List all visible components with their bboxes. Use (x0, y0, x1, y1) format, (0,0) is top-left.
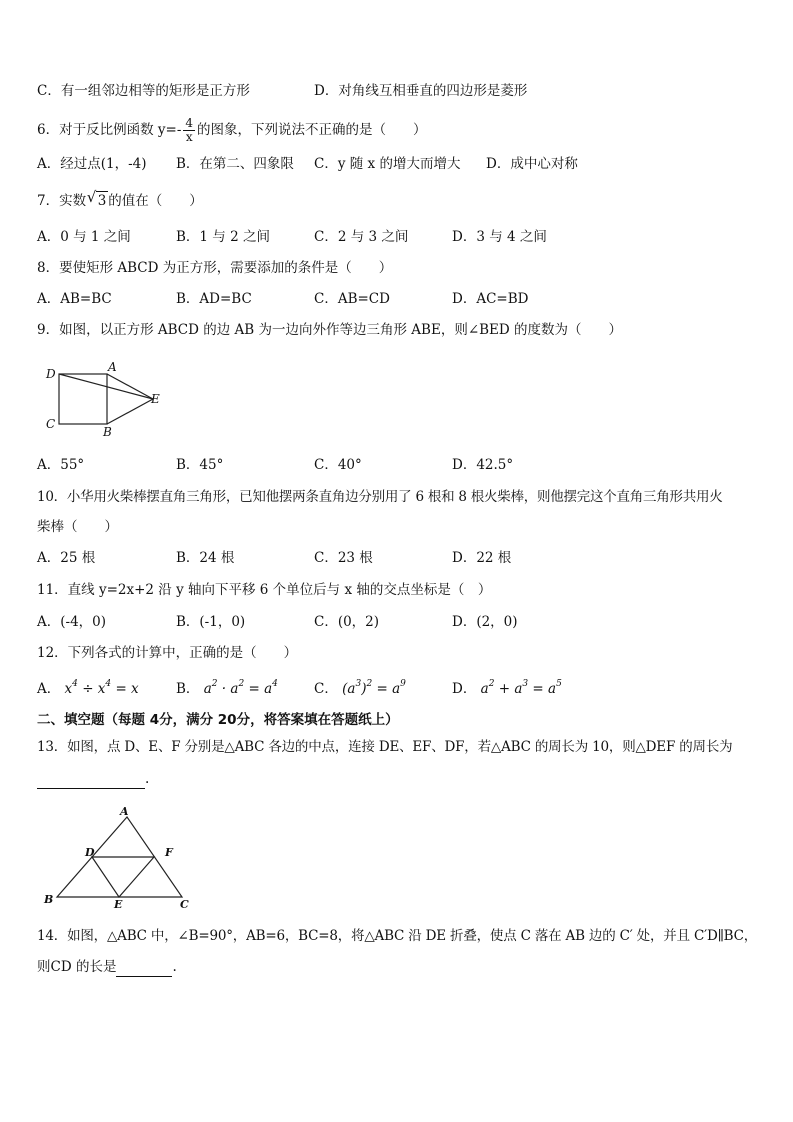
q6-stem-suffix: 的图象，下列说法不正确的是（ ） (197, 122, 427, 138)
q10-option-b: B．24 根 (176, 550, 235, 566)
q9-square (59, 374, 107, 424)
q12-option-c-label: C． (314, 681, 338, 697)
q13-answer-line (37, 770, 149, 789)
q5-option-d: D．对角线互相垂直的四边形是菱形 (314, 83, 528, 99)
q14-answer-blank[interactable] (116, 958, 172, 977)
q10-stem-line2: 柴棒（ ） (37, 519, 118, 535)
q9-side-be (107, 399, 153, 424)
q6-stem (37, 117, 427, 144)
q10-stem-line1: 10．小华用火柴棒摆直角三角形，已知他摆两条直角边分别用了 6 根和 8 根火柴棒，则他摆完这个直角三角形共用火 (37, 489, 723, 505)
q6-frac-den: x (185, 130, 193, 144)
q12-option-a-expr: $x^4 \div x^4 = x$ (64, 679, 139, 697)
q5-option-c: C．有一组邻边相等的矩形是正方形 (37, 83, 250, 99)
q7-option-d: D．3 与 4 之间 (452, 229, 547, 245)
q7-stem-prefix: 7．实数 (37, 193, 87, 209)
q11-option-a: A．(-4，0) (37, 614, 107, 630)
q13-label-b: B (44, 893, 54, 906)
q11-option-c: C．(0，2) (314, 614, 380, 630)
q12-option-b-label: B． (176, 681, 200, 697)
q13-answer-blank[interactable] (37, 770, 145, 789)
q9-label-e: E (151, 392, 160, 406)
q12-option-c (314, 680, 406, 698)
q6-option-d: D．成中心对称 (486, 156, 578, 172)
q13-label-e: E (114, 898, 123, 910)
q9-segment-de (59, 374, 153, 399)
q7-stem (37, 191, 203, 210)
q14-line2 (37, 958, 177, 977)
q7-sqrt: √ 3 (96, 191, 109, 210)
q12-option-a (37, 680, 139, 698)
q9-label-a: A (108, 360, 117, 374)
q10-option-c: C．23 根 (314, 550, 373, 566)
q7-option-c: C．2 与 3 之间 (314, 229, 409, 245)
q12-option-d-expr: $a^2 + a^3 = a^5$ (480, 679, 562, 697)
q9-label-b: B (103, 425, 112, 439)
q6-frac-num: 4 (185, 116, 194, 130)
q6-option-b: B．在第二、四象限 (176, 156, 294, 172)
q13-label-f: F (165, 846, 173, 859)
q14-line1: 14．如图，△ABC 中，∠B=90°，AB=6，BC=8，将△ABC 沿 DE 折叠，使点 C 落在 AB 边的 C′ 处，并且 C′D∥BC， (37, 928, 758, 944)
q13-label-d: D (85, 846, 95, 859)
q6-fraction (183, 117, 195, 144)
q13-label-c: C (180, 898, 189, 910)
q12-option-a-label: A． (37, 681, 61, 697)
q14-line2-suffix: . (172, 959, 177, 975)
q12-stem: 12．下列各式的计算中，正确的是（ ） (37, 645, 298, 661)
q12-option-d (452, 680, 562, 698)
q6-option-a: A．经过点(1，-4) (37, 156, 147, 172)
q11-stem: 11．直线 y=2x+2 沿 y 轴向下平移 6 个单位后与 x 轴的交点坐标是（ ） (37, 582, 492, 598)
q7-option-a: A．0 与 1 之间 (37, 229, 131, 245)
q9-figure (40, 358, 180, 440)
q6-option-c: C．y 随 x 的增大而增大 (314, 156, 461, 172)
q13-triangle-def (92, 857, 154, 897)
q6-stem-prefix: 6．对于反比例函数 y=- (37, 122, 182, 138)
q10-option-d: D．22 根 (452, 550, 512, 566)
q8-option-a: A．AB=BC (37, 291, 112, 307)
q8-option-d: D．AC=BD (452, 291, 529, 307)
q9-option-d: D．42.5° (452, 457, 514, 473)
q9-side-ae (107, 374, 153, 399)
q13-stem: 13．如图，点 D、E、F 分别是△ABC 各边的中点，连接 DE、EF、DF，若△ABC 的周长为 10，则△DEF 的周长为 (37, 739, 733, 755)
q9-option-c: C．40° (314, 457, 362, 473)
q7-stem-suffix: 的值在（ ） (108, 193, 203, 209)
q8-option-b: B．AD=BC (176, 291, 252, 307)
q12-option-d-label: D． (452, 681, 477, 697)
q9-option-b: B．45° (176, 457, 224, 473)
q13-tail: . (145, 771, 150, 787)
q13-label-a: A (120, 805, 129, 818)
q12-option-b-expr: $a^2 \cdot a^2 = a^4$ (203, 679, 278, 697)
q9-option-a: A．55° (37, 457, 85, 473)
section-title-fill-in: 二、填空题（每题 4分，满分 20分，将答案填在答题纸上） (37, 712, 399, 728)
q9-stem: 9．如图，以正方形 ABCD 的边 AB 为一边向外作等边三角形 ABE，则∠BED 的度数为（ ） (37, 322, 623, 338)
q9-label-d: D (46, 367, 56, 381)
q8-stem: 8．要使矩形 ABCD 为正方形，需要添加的条件是（ ） (37, 260, 393, 276)
q9-label-c: C (46, 417, 56, 431)
q12-option-b (176, 680, 278, 698)
q7-option-b: B．1 与 2 之间 (176, 229, 270, 245)
q14-line2-prefix: 则CD 的长是 (37, 959, 117, 975)
q8-option-c: C．AB=CD (314, 291, 390, 307)
q10-option-a: A．25 根 (37, 550, 96, 566)
q11-option-b: B．(-1，0) (176, 614, 246, 630)
q13-figure (40, 805, 200, 910)
q12-option-c-expr: $(a^3)^2 = a^9$ (342, 679, 406, 697)
q11-option-d: D．(2，0) (452, 614, 518, 630)
